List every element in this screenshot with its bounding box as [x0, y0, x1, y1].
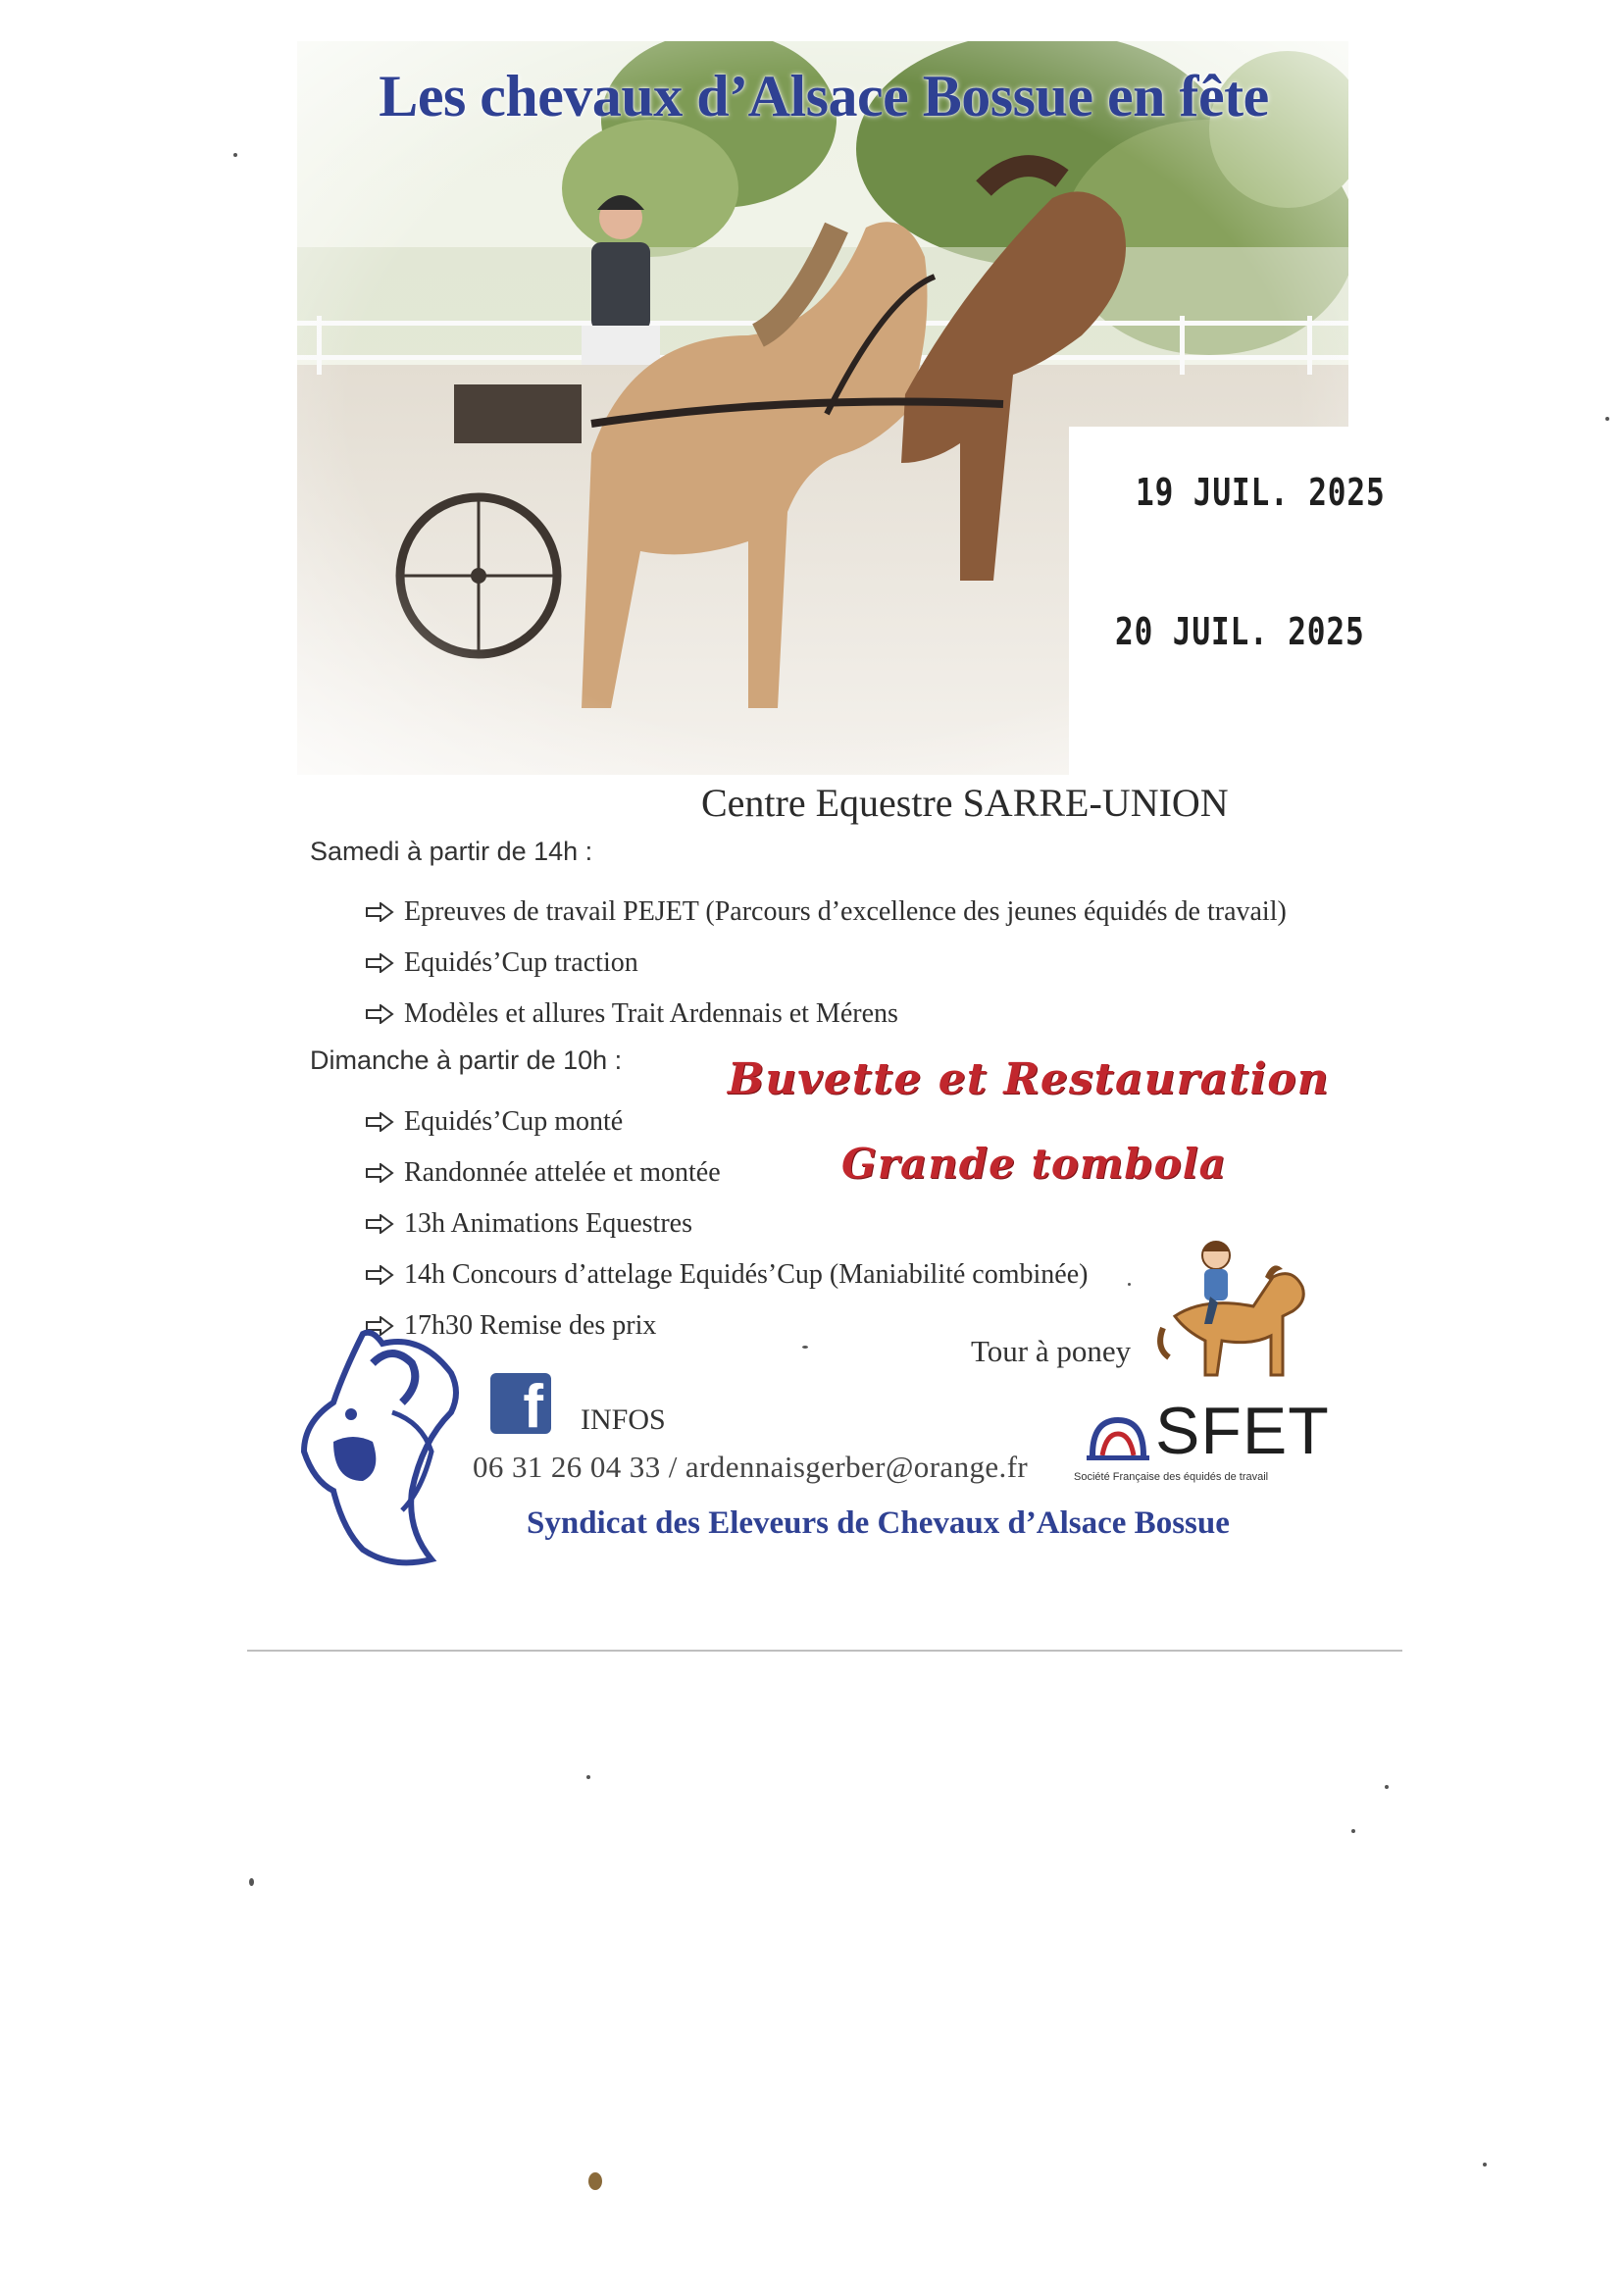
venue: Centre Equestre SARRE-UNION — [701, 781, 1229, 825]
scan-speck — [233, 153, 237, 157]
pony-ride-label: Tour à poney — [971, 1334, 1132, 1368]
scan-speck — [1483, 2163, 1487, 2167]
saturday-heading: Samedi à partir de 14h : — [310, 837, 593, 866]
sunday-list — [365, 1096, 1088, 1351]
sfet-name: SFET — [1155, 1394, 1330, 1468]
fold-line — [247, 1650, 1402, 1652]
list-item — [365, 938, 1287, 989]
facebook-icon[interactable]: f — [490, 1373, 551, 1434]
list-item — [365, 989, 1287, 1040]
arrow-right-icon — [365, 1112, 394, 1132]
arrow-right-icon — [365, 953, 394, 973]
list-item — [365, 887, 1287, 938]
arrow-right-icon — [365, 1004, 394, 1024]
page-title: Les chevaux d’Alsace Bossue en fête — [379, 64, 1269, 128]
horse-head-logo — [294, 1324, 490, 1584]
list-item-label: 13h Animations Equestres — [404, 1208, 692, 1239]
arrow-right-icon — [365, 1214, 394, 1234]
date-stamp-saturday: 19 JUIL. 2025 — [1136, 471, 1386, 514]
buvette-banner: Buvette et Restauration — [728, 1054, 1330, 1104]
list-item-label: Equidés’Cup traction — [404, 947, 638, 978]
scan-speck — [588, 2172, 602, 2190]
scan-speck — [586, 1775, 590, 1779]
sfet-logo — [1087, 1412, 1149, 1472]
scan-speck — [249, 1878, 254, 1886]
scan-speck — [1605, 417, 1609, 421]
list-item — [365, 1249, 1088, 1300]
sfet-tagline: Société Française des équidés de travail — [1074, 1471, 1269, 1483]
arrow-right-icon — [365, 1163, 394, 1183]
organizer-name: Syndicat des Eleveurs de Chevaux d’Alsace Bossue — [527, 1505, 1230, 1541]
list-item-label: Equidés’Cup monté — [404, 1106, 624, 1137]
tombola-banner: Grande tombola — [841, 1140, 1227, 1188]
scan-speck — [1128, 1283, 1131, 1286]
list-item — [365, 1198, 1088, 1249]
list-item-label: Randonnée attelée et montée — [404, 1157, 721, 1188]
list-item-label: Epreuves de travail PEJET (Parcours d’excellence des jeunes équidés de travail) — [404, 896, 1287, 927]
scan-speck — [1385, 1785, 1389, 1789]
contact-info: 06 31 26 04 33 / ardennaisgerber@orange.fr — [473, 1450, 1029, 1484]
sunday-heading: Dimanche à partir de 10h : — [310, 1045, 623, 1075]
scan-speck — [1351, 1829, 1355, 1833]
scan-speck — [802, 1346, 808, 1349]
pony-rider-icon — [1155, 1238, 1312, 1390]
list-item-label: 14h Concours d’attelage Equidés’Cup (Maniabilité combinée) — [404, 1259, 1089, 1290]
infos-label: INFOS — [581, 1403, 666, 1436]
date-stamp-sunday: 20 JUIL. 2025 — [1115, 610, 1365, 653]
saturday-list — [365, 887, 1287, 1040]
arrow-right-icon — [365, 902, 394, 922]
list-item-label: 17h30 Remise des prix — [404, 1310, 657, 1341]
list-item-label: Modèles et allures Trait Ardennais et Mérens — [404, 998, 898, 1029]
arrow-right-icon — [365, 1265, 394, 1285]
